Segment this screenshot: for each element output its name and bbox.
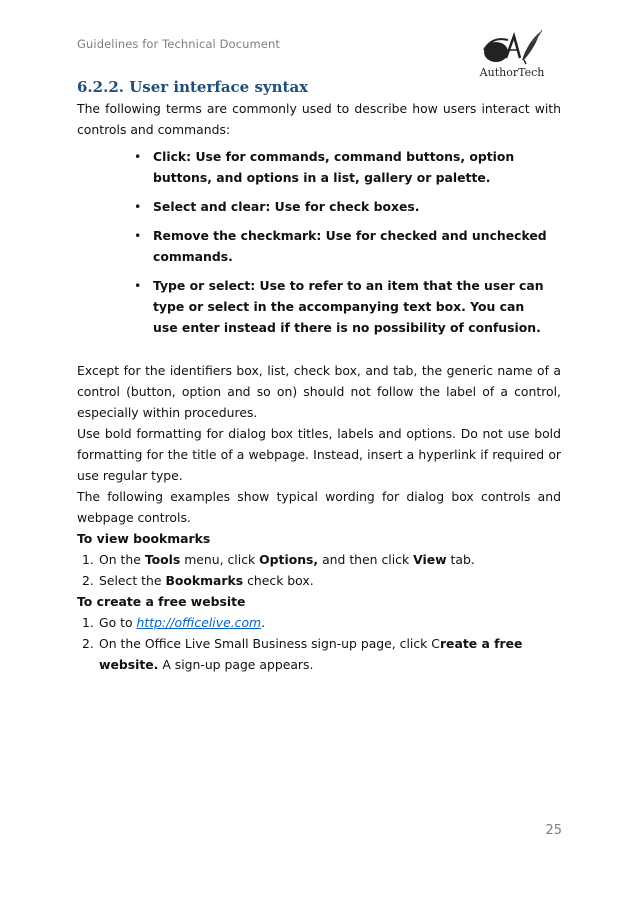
website-heading: To create a free website: [77, 594, 246, 609]
logo-text: AuthorTech: [479, 66, 545, 79]
bookmarks-heading: To view bookmarks: [77, 531, 211, 546]
bookmarks-steps: [77, 549, 561, 591]
bullet-icon: •: [134, 228, 142, 243]
section-title: 6.2.2. User interface syntax: [77, 78, 309, 96]
list-item: • Select and clear: Use for check boxes.: [153, 196, 561, 217]
list-item: 1. On the Tools menu, click Options, and then click View tab.: [82, 552, 475, 567]
examples-paragraph: The following examples show typical wording for dialog box controls and webpage controls.: [77, 489, 561, 525]
identifiers-paragraph: Except for the identifiers box, list, check box, and tab, the generic name of a control (button, option and so on) should not follow the label of a control, especially within procedures.: [77, 363, 561, 420]
list-item: 2. On the Office Live Small Business sign-up page, click Create a free website. A sign-up page appears.: [82, 636, 523, 672]
bullet-icon: •: [134, 149, 142, 164]
list-item: 2. Select the Bookmarks check box.: [82, 573, 314, 588]
bullet-icon: •: [134, 278, 142, 293]
authortech-logo: [462, 28, 562, 84]
bold-formatting-paragraph: Use bold formatting for dialog box titles, labels and options. Do not use bold formatting for the title of a webpage. Instead, insert a hyperlink if required or use regular type.: [77, 426, 561, 483]
list-item: 1. Go to http://officelive.com.: [82, 615, 266, 630]
list-item: • Click: Use for commands, command buttons, option buttons, and options in a list, gallery or palette.: [153, 146, 561, 188]
intro-paragraph: The following terms are commonly used to describe how users interact with controls and commands:: [77, 101, 561, 137]
terms-list: [77, 146, 561, 338]
website-steps: [77, 612, 561, 675]
document-body: [77, 98, 561, 675]
list-item: • Remove the checkmark: Use for checked and unchecked commands.: [153, 225, 561, 267]
running-header: Guidelines for Technical Document: [77, 37, 280, 51]
bullet-icon: •: [134, 199, 142, 214]
logo-quill-icon: [462, 28, 562, 68]
officelive-link[interactable]: http://officelive.com: [136, 615, 262, 630]
list-item: • Type or select: Use to refer to an item that the user can type or select in the accompanying text box. You can use enter instead if there is no possibility of confusion.: [153, 275, 561, 338]
page-number: 25: [545, 823, 562, 838]
